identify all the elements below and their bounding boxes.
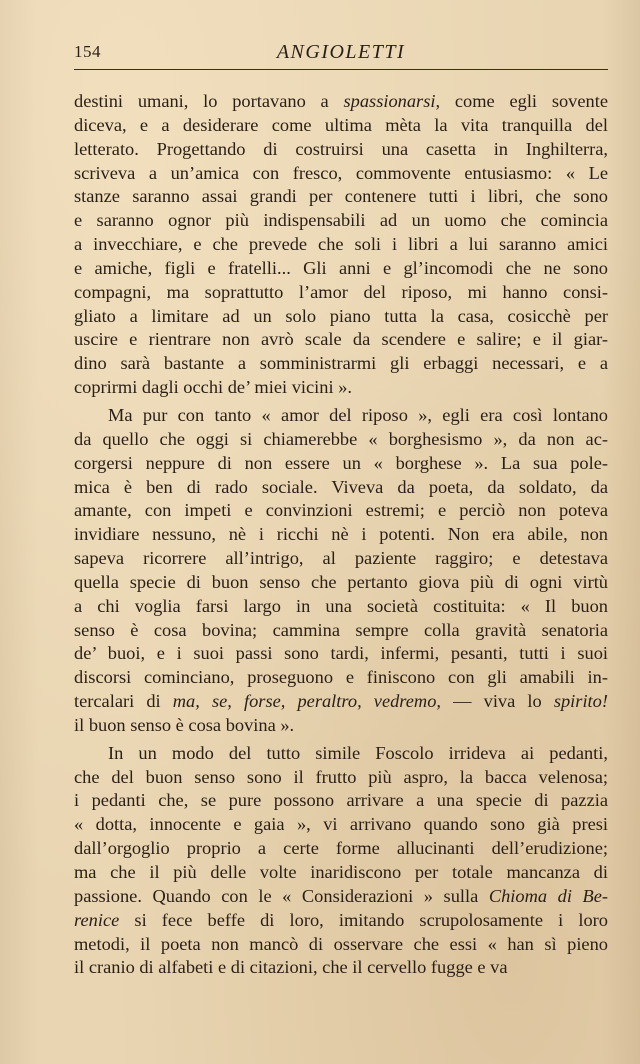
text-line (74, 90, 608, 114)
text-run: corgersi neppure di non essere un « borghese ». La sua pole- (74, 452, 608, 473)
text-run: « dotta, innocente e gaia », vi arrivano quando sono già presi (74, 814, 608, 835)
text-run: a invecchiare, e che prevede che soli i libri a lui saranno amici (74, 234, 608, 255)
text-line (74, 257, 608, 281)
text-run: destini umani, lo portavano a (74, 91, 344, 111)
text-run: come egli sovente (440, 91, 608, 111)
running-head: ANGIOLETTI (276, 41, 406, 63)
text-run: passione. Quando con le « Considerazioni » sulla (74, 885, 489, 906)
text-line (74, 571, 608, 595)
text-line (74, 233, 608, 257)
text-line (74, 619, 608, 643)
text-line (74, 933, 608, 957)
text-line (74, 114, 608, 138)
italic-text: ma, se, forse, peraltro, vedremo, (172, 691, 442, 712)
text-run: diceva, e a desiderare come ultima mèta la vita tranquilla del (74, 114, 608, 135)
text-line (74, 885, 608, 909)
text-line (74, 642, 608, 666)
text-line (74, 956, 608, 980)
page-number: 154 (74, 42, 101, 61)
text-line (74, 352, 608, 376)
italic-text: Chioma di Be- (488, 885, 609, 906)
text-run: stanze saranno assai grandi per contenere tutti i libri, che sono (74, 186, 608, 207)
text-line (74, 138, 608, 162)
paragraph (74, 90, 608, 400)
text-line (74, 162, 608, 186)
text-line (74, 714, 608, 738)
text-run: — viva lo (441, 691, 554, 712)
text-line (74, 209, 608, 233)
text-line (74, 476, 608, 500)
text-run: tercalari di (74, 691, 173, 712)
text-line (74, 595, 608, 619)
text-line (74, 861, 608, 885)
text-run: i pedanti che, se pure possono arrivare a una specie di pazzia (74, 790, 608, 811)
text-line (74, 813, 608, 837)
text-line (74, 499, 608, 523)
text-run: amante, con impeti e convinzioni estremi; e perciò non poteva (74, 500, 608, 521)
text-run: discorsi cominciano, proseguono e finiscono con gli amabili in- (74, 667, 608, 688)
text-run: de’ buoi, e i suoi passi sono tardi, infermi, pesanti, tutti i suoi (74, 643, 608, 664)
header-rule (74, 69, 608, 70)
text-run: letterato. Progettando di costruirsi una casetta in Inghilterra, (74, 138, 608, 159)
text-run: coprirmi dagli occhi de’ miei vicini ». (74, 377, 352, 398)
text-run: In un modo del tutto simile Foscolo irrideva ai pedanti, (108, 742, 608, 763)
italic-text: spirito! (553, 691, 608, 712)
text-run: dino sarà bastante a somministrarmi gli erbaggi necessari, e a (74, 353, 608, 374)
text-line (74, 185, 608, 209)
text-line (74, 404, 608, 428)
text-line (74, 523, 608, 547)
text-run: il cranio di alfabeti e di citazioni, che il cervello fugge e va (74, 957, 508, 978)
text-run: uscire e rientrare non avrò scale da scendere e salire; e il giar- (74, 329, 608, 350)
text-run: metodi, il poeta non mancò di osservare che essi « han sì pieno (74, 933, 608, 954)
text-run: invidiare nessuno, nè i ricchi nè i potenti. Non era abile, non (74, 524, 608, 545)
text-run: e amiche, figli e fratelli... Gli anni e gl’incomodi che ne sono (74, 257, 608, 278)
paragraph (74, 404, 608, 738)
text-line (74, 376, 608, 400)
text-run: ma che il più delle volte inaridiscono per totale mancanza di (74, 862, 608, 882)
text-line (74, 690, 608, 714)
text-run: che del buon senso sono il frutto più aspro, la bacca velenosa; (74, 766, 608, 787)
text-run: sapeva ricorrere all’intrigo, al paziente raggiro; e detestava (74, 548, 608, 569)
text-line (74, 281, 608, 305)
text-run: quella specie di buon senso che pertanto giova più di ogni virtù (74, 571, 608, 592)
text-run: mica è ben di rado sociale. Viveva da poeta, da soldato, da (74, 476, 608, 497)
italic-text: spassionarsi, (343, 91, 441, 111)
italic-text: renice (74, 909, 120, 930)
text-run: a chi voglia farsi largo in una società costituita: « Il buon (74, 595, 608, 616)
text-line (74, 742, 608, 766)
text-line (74, 547, 608, 571)
text-run: senso è cosa bovina; cammina sempre colla gravità senatoria (74, 619, 608, 640)
text-line (74, 789, 608, 813)
text-line (74, 766, 608, 790)
body-text (74, 90, 608, 980)
text-line (74, 428, 608, 452)
text-line (74, 452, 608, 476)
paragraph (74, 742, 608, 980)
text-line (74, 666, 608, 690)
text-run: dall’orgoglio proprio a certe forme allucinanti dell’erudizione; (74, 838, 608, 859)
page-header (74, 38, 608, 70)
text-line (74, 305, 608, 329)
text-run: scriveva a un’amica con fresco, commovente entusiasmo: « Le (74, 162, 608, 183)
text-line (74, 837, 608, 861)
text-run: e saranno ognor più indispensabili ad un uomo che comincia (74, 210, 608, 231)
text-run: da quello che oggi si chiamerebbe « borghesismo », da non ac- (74, 428, 608, 449)
text-run: il buon senso è cosa bovina ». (74, 714, 295, 735)
text-run: compagni, ma soprattutto l’amor del riposo, mi hanno consi- (74, 281, 608, 302)
text-line (74, 909, 608, 933)
text-run: gliato a limitare ad un solo piano tutta la casa, cosicchè per (74, 305, 608, 326)
text-line (74, 328, 608, 352)
text-run: Ma pur con tanto « amor del riposo », egli era così lontano (108, 404, 608, 425)
text-run: si fece beffe di loro, imitando scrupolosamente i loro (119, 909, 608, 930)
